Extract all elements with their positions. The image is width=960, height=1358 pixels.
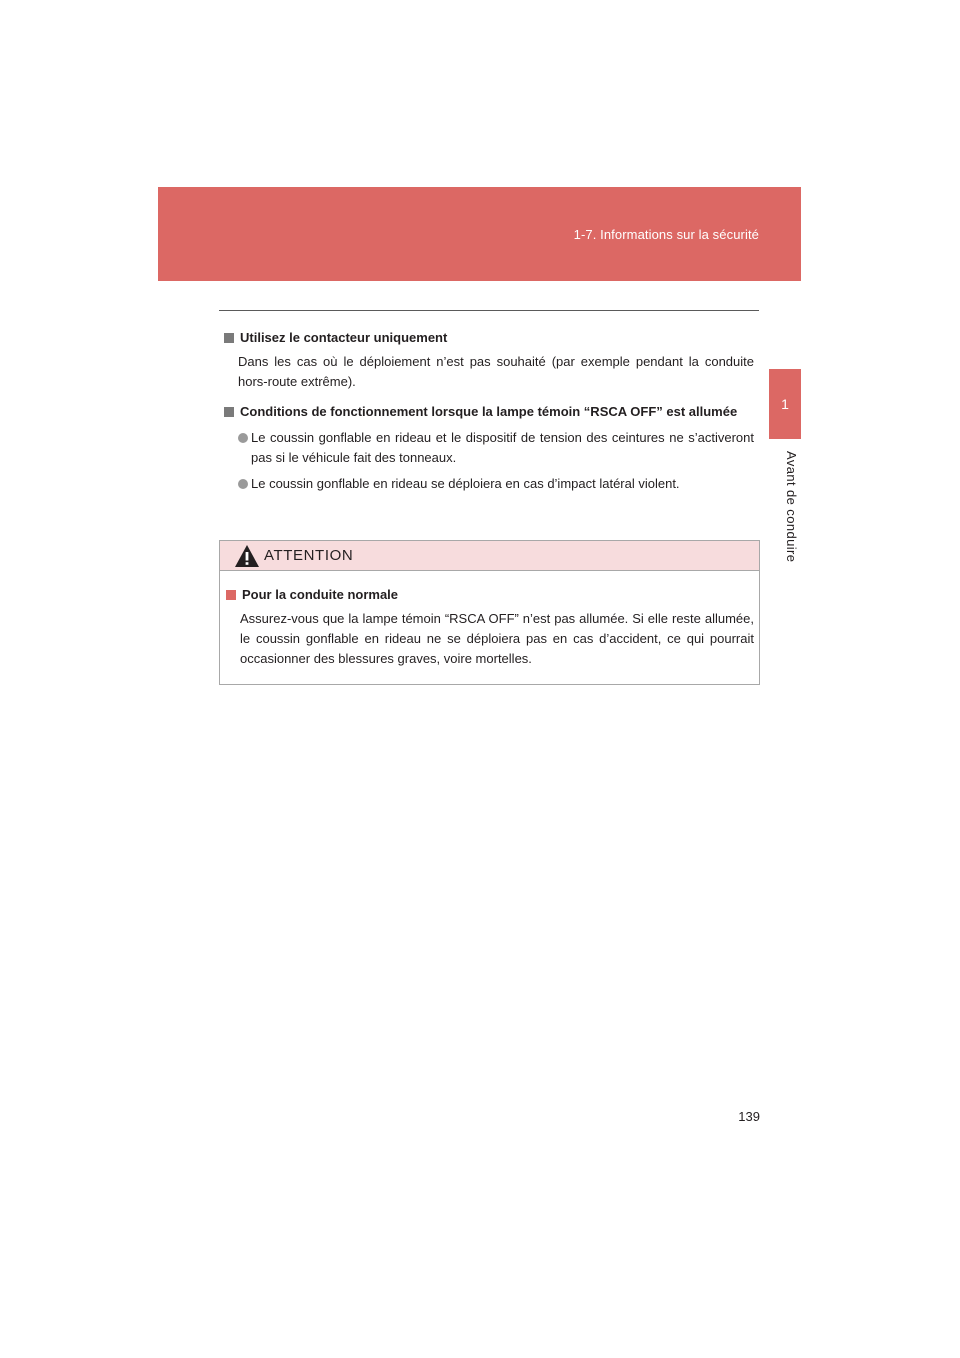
chapter-tab [769, 369, 801, 439]
section-heading [222, 328, 754, 348]
attention-body [220, 571, 754, 669]
list-item [222, 428, 754, 468]
warning-triangle-icon [234, 544, 260, 568]
attention-header [220, 541, 759, 571]
attention-title: ATTENTION [264, 547, 354, 564]
section-paragraph: Dans les cas où le déploiement n’est pas souhaité (par exemple pendant la conduite hors-route extrême). [238, 354, 754, 389]
header-band [158, 187, 801, 281]
list-item [222, 474, 754, 494]
section-heading [222, 402, 754, 422]
chapter-label: Avant de conduire [784, 451, 799, 563]
chapter-number: 1 [781, 396, 789, 412]
attention-box [219, 540, 760, 685]
square-bullet-icon [224, 333, 234, 343]
section-title: 1-7. Informations sur la sécurité [573, 227, 759, 242]
section-heading-text: Utilisez le contacteur uniquement [240, 330, 448, 345]
section-heading-text: Conditions de fonctionnement lorsque la lampe témoin “RSCA OFF” est allumée [240, 404, 738, 419]
attention-paragraph: Assurez-vous que la lampe témoin “RSCA OFF” n’est pas allumée. Si elle reste allumée, le coussin gonflable en rideau ne se déploiera pas en cas d’accident, ce qui pourrait occasionner des blessures graves, voire mortelles. [240, 611, 754, 666]
circle-bullet-icon [238, 479, 248, 489]
circle-bullet-icon [238, 433, 248, 443]
page-number: 139 [738, 1109, 760, 1124]
main-content [222, 328, 754, 494]
square-bullet-icon [224, 407, 234, 417]
attention-heading [224, 585, 754, 605]
list-item-text: Le coussin gonflable en rideau se déploiera en cas d’impact latéral violent. [251, 476, 680, 491]
list-item-text: Le coussin gonflable en rideau et le dispositif de tension des ceintures ne s’activeront pas si le véhicule fait des tonneaux. [251, 430, 754, 465]
top-rule [219, 310, 759, 311]
square-bullet-icon [226, 590, 236, 600]
attention-heading-text: Pour la conduite normale [242, 587, 399, 602]
